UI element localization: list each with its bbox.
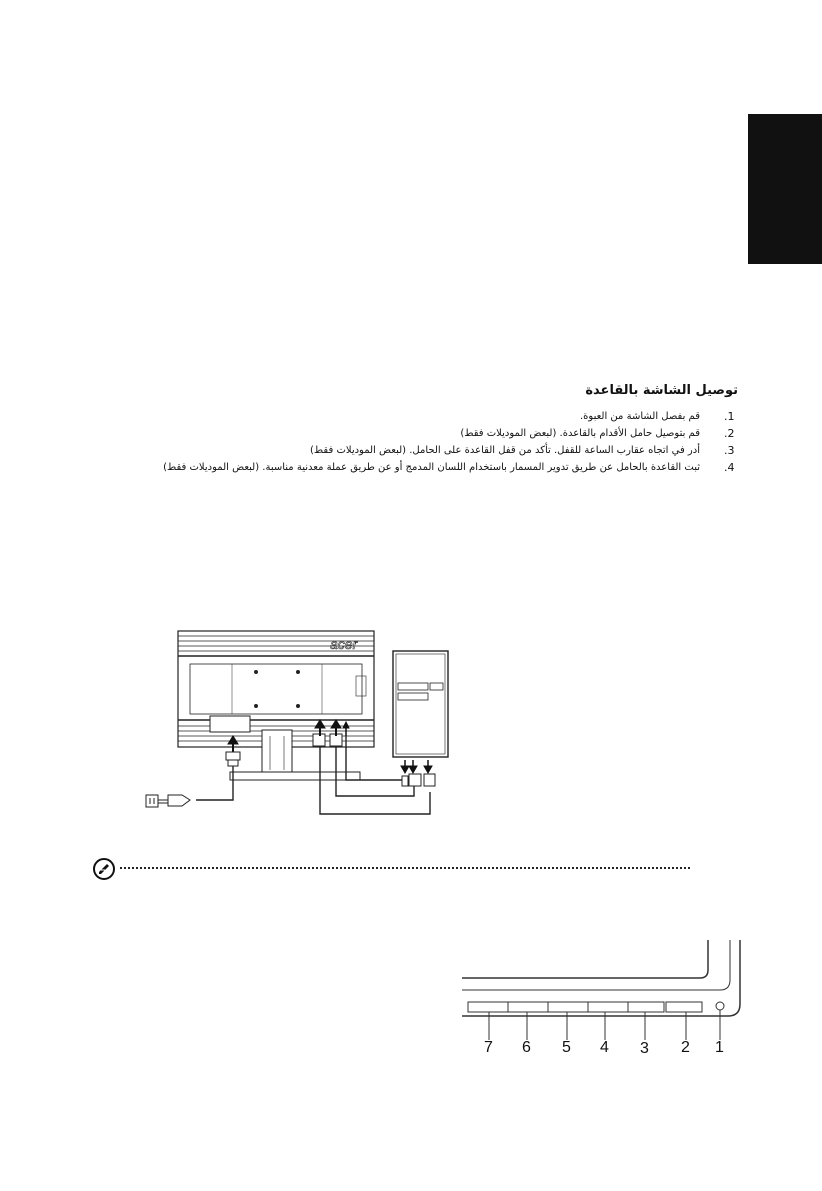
step-number: .1 xyxy=(724,410,735,423)
button-label: 1 xyxy=(715,1039,724,1056)
step-number: .4 xyxy=(724,461,735,474)
button-label: 6 xyxy=(522,1039,531,1056)
button-label: 3 xyxy=(640,1040,649,1057)
button-label: 2 xyxy=(681,1039,690,1056)
step-text: أدر في اتجاه عقارب الساعة للقفل. تأكد من قفل القاعدة على الحامل. (لبعض الموديلات فقط) xyxy=(310,445,700,456)
button-label: 4 xyxy=(600,1039,609,1056)
step-text: قم بفصل الشاشة من العبوة. xyxy=(580,411,700,422)
step-text: ثبت القاعدة بالحامل عن طريق تدوير المسمار باستخدام اللسان المدمج أو عن طريق عملة معدنية مناسبة. (لبعض الموديلات فقط) xyxy=(163,462,700,473)
step-text: قم بتوصيل حامل الأقدام بالقاعدة. (لبعض الموديلات فقط) xyxy=(460,428,700,439)
step-number: .3 xyxy=(724,444,735,457)
monitor-logo: acer xyxy=(330,636,358,652)
section-title: توصيل الشاشة بالقاعدة xyxy=(585,383,738,398)
step-number: .2 xyxy=(724,427,735,440)
button-label: 7 xyxy=(484,1039,493,1056)
button-label: 5 xyxy=(562,1039,571,1056)
